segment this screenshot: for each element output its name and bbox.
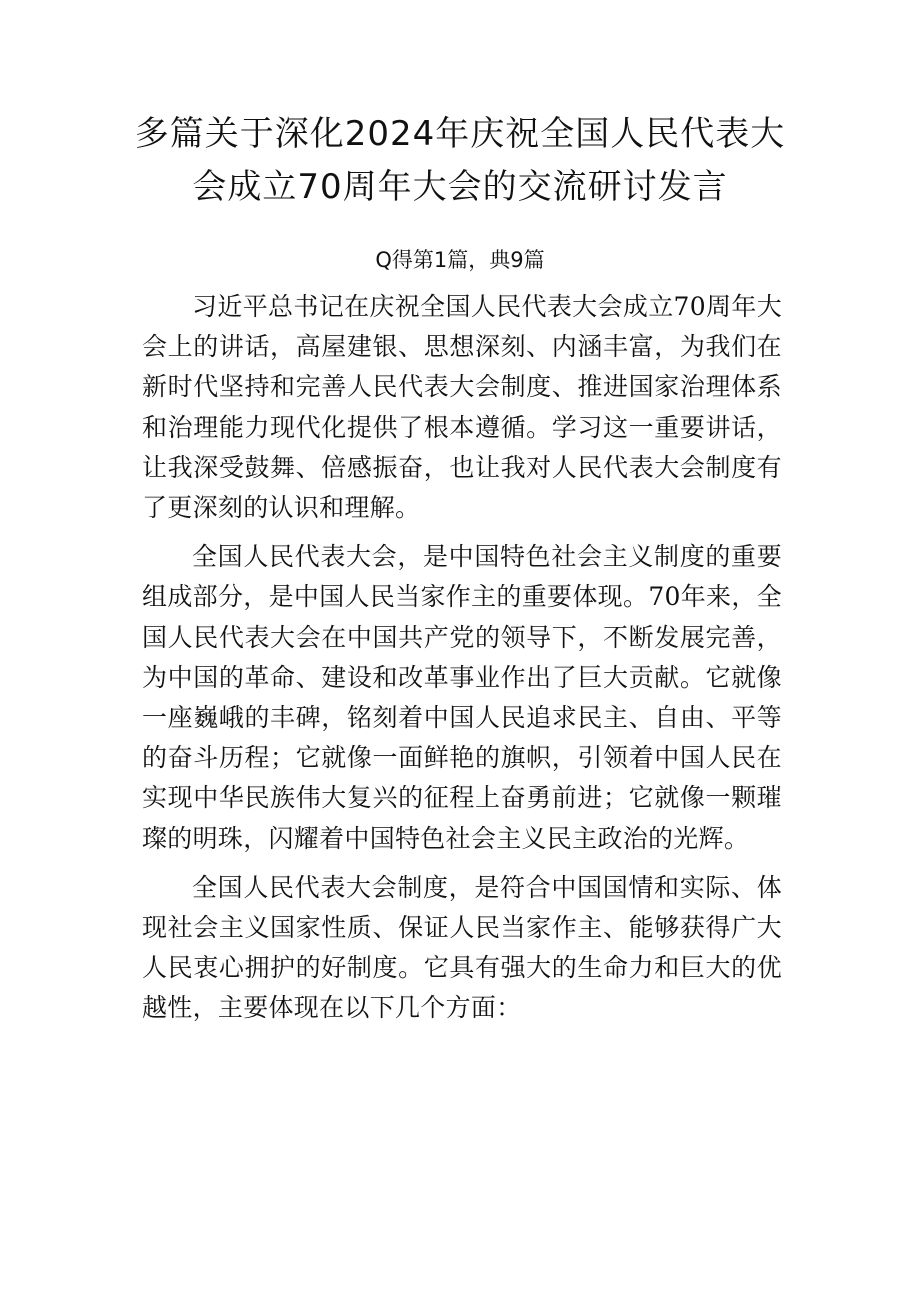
title-line-1: 多篇关于深化2024年庆祝全国人民代表大 bbox=[134, 114, 786, 154]
document-subtitle: Q得第1篇，典9篇 bbox=[375, 248, 545, 272]
paragraph-3: 全国人民代表大会制度，是符合中国国情和实际、体现社会主义国家性质、保证人民当家作主、能够获得广大人民衷心拥护的好制度。它具有强大的生命力和巨大的优越性，主要体现在以下几个方面： bbox=[142, 872, 782, 1023]
paragraph-1: 习近平总书记在庆祝全国人民代表大会成立70周年大会上的讲话，高屋建银、思想深刻、内涵丰富，为我们在新时代坚持和完善人民代表大会制度、推进国家治理体系和治理能力现代化提供了根本遵循。学习这一重要讲话，让我深受鼓舞、倍感振奋，也让我对人民代表大会制度有了更深刻的认识和理解。 bbox=[142, 292, 782, 523]
paragraph-2: 全国人民代表大会，是中国特色社会主义制度的重要组成部分，是中国人民当家作主的重要体现。70年来，全国人民代表大会在中国共产党的领导下，不断发展完善，为中国的革命、建设和改革事业作出了巨大贡献。它就像一座巍峨的丰碑，铭刻着中国人民追求民主、自由、平等的奋斗历程；它就像一面鲜艳的旗帜，引领着中国人民在实现中华民族伟大复兴的征程上奋勇前进；它就像一颗璀璨的明珠，闪耀着中国特色社会主义民主政治的光辉。 bbox=[142, 542, 782, 853]
title-line-2: 会成立70周年大会的交流研讨发言 bbox=[192, 167, 728, 207]
document-title bbox=[110, 108, 810, 214]
document-body bbox=[142, 287, 782, 1038]
